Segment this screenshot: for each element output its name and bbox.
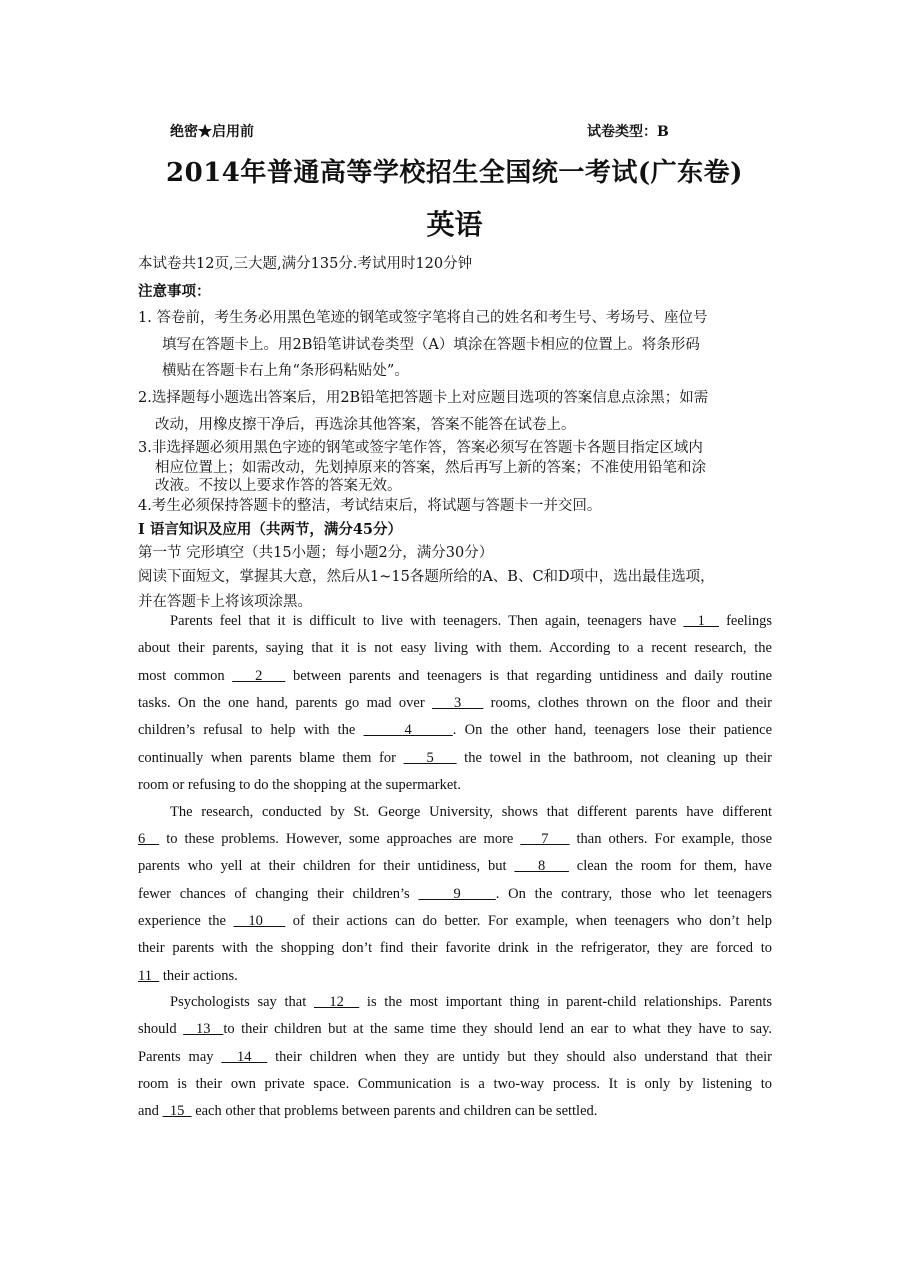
blank-1: 1 [683,613,720,629]
passage-line: their parents with the shopping don’t find their favorite drink in the refrigerator, they are forced to [138,940,772,956]
subject-title: 英语 [426,208,483,241]
passage-line: The research, conducted by St. George University, shows that different parents have different [170,804,772,820]
blank-6: 6 [138,831,160,847]
blank-14: 14 [221,1049,268,1065]
passage-line: children’s refusal to help with the 4 . On the other hand, teenagers lose their patience [138,722,773,738]
passage-line: 11 their actions. [138,968,238,984]
notice-heading: 注意事项： [138,283,211,300]
passage-line: continually when parents blame them for 5 the towel in the bathroom, not cleaning up their [138,750,772,766]
passage-line: and 15 each other that problems between parents and children can be settled. [138,1103,598,1119]
part-heading: 第一节 完形填空（共15小题；每小题2分，满分30分） [138,545,494,561]
passage-line: fewer chances of changing their children’s 9 . On the contrary, those who let teenagers [138,886,772,902]
blank-3: 3 [432,695,484,711]
blank-7: 7 [520,831,570,847]
notice-2-line-1: 2.选择题每小题选出答案后，用2B铅笔把答题卡上对应题目选项的答案信息点涂黑；如需 [138,390,709,406]
blank-11: 11 [138,968,160,984]
blank-9: 9 [418,886,496,902]
passage-line: most common 2 between parents and teenagers is that regarding untidiness and daily routine [138,668,773,684]
notice-3-line-2: 相应位置上；如需改动，先划掉原来的答案，然后再写上新的答案；不准使用铅笔和涂 [155,460,706,476]
exam-intro: 本试卷共12页,三大题,满分135分.考试用时120分钟 [138,256,473,272]
notice-3-line-3: 改液。不按以上要求作答的答案无效。 [155,478,402,494]
blank-5: 5 [403,750,457,766]
passage-line: Psychologists say that 12 is the most important thing in parent-child relationships. Parents [170,994,773,1010]
notice-1-line-1: 1. 答卷前，考生务必用黑色笔迹的钢笔或签字笔将自己的姓名和考生号、考场号、座位号 [138,310,708,326]
instructions-line-2: 并在答题卡上将该项涂黑。 [138,594,312,610]
notice-2-line-2: 改动，用橡皮擦干净后，再选涂其他答案，答案不能答在试卷上。 [155,417,576,433]
passage-line: Parents may 14 their children when they are untidy but they should also understand that their [138,1049,772,1065]
passage-line: parents who yell at their children for their untidiness, but 8 clean the room for them, have [138,858,772,874]
confidential-label: 绝密★启用前 [170,124,254,140]
notice-1-line-2: 填写在答题卡上。用2B铅笔讲试卷类型（A）填涂在答题卡相应的位置上。将条形码 [162,337,700,353]
section-heading: I 语言知识及应用（共两节，满分45分） [138,521,403,538]
blank-2: 2 [232,668,286,684]
passage-line: room or refusing to do the shopping at the supermarket. [138,777,461,793]
exam-title: 2014年普通高等学校招生全国统一考试(广东卷) [166,158,743,188]
blank-10: 10 [233,913,286,929]
instructions-line-1: 阅读下面短文，掌握其大意，然后从1~15各题所给的A、B、C和D项中，选出最佳选项， [138,569,715,585]
passage-line: about their parents, saying that it is not easy living with them. According to a recent research, the [138,640,772,656]
passage-line: should 13 to their children but at the same time they should lend an ear to what they have to say. [138,1021,773,1037]
notice-4-line-1: 4.考生必须保持答题卡的整洁，考试结束后，将试题与答题卡一并交回。 [138,498,602,514]
passage-line: tasks. On the one hand, parents go mad over 3 rooms, clothes thrown on the floor and their [138,695,772,711]
blank-4: 4 [363,722,453,738]
blank-15: 15 [162,1103,192,1119]
passage-line: experience the 10 of their actions can do better. For example, when teenagers who don’t help [138,913,772,929]
passage-line: room is their own private space. Communication is a two-way process. It is only by listening to [138,1076,772,1092]
passage-line: Parents feel that it is difficult to live with teenagers. Then again, teenagers have 1 feelings [170,613,773,629]
blank-13: 13 [183,1021,224,1037]
blank-12: 12 [313,994,360,1010]
notice-3-line-1: 3.非选择题必须用黑色字迹的钢笔或签字笔作答，答案必须写在答题卡各题目指定区域内 [138,440,703,456]
blank-8: 8 [514,858,569,874]
paper-type-label: 试卷类型：B [587,124,669,140]
notice-1-line-3: 横贴在答题卡右上角“条形码粘贴处”。 [162,363,409,379]
passage-line: 6 to these problems. However, some approaches are more 7 than others. For example, those [138,831,773,847]
